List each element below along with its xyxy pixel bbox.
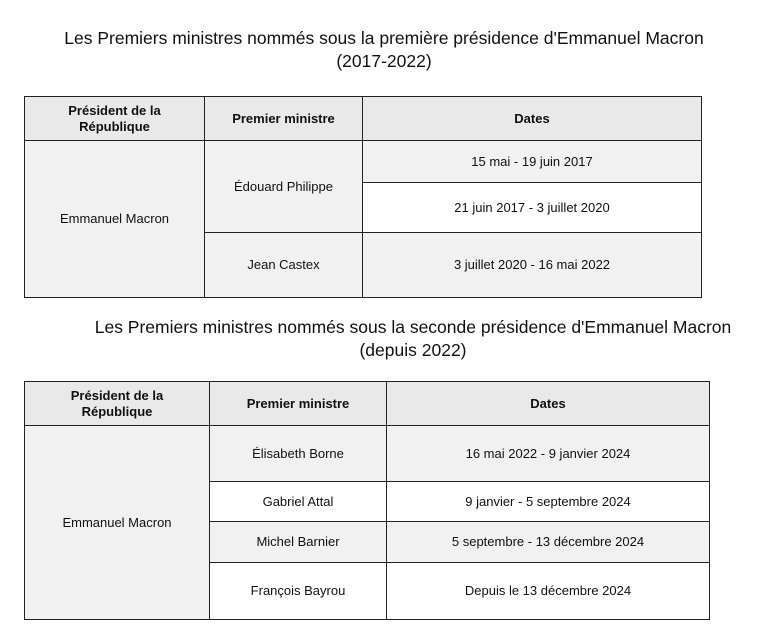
dates-cell: Depuis le 13 décembre 2024: [387, 563, 710, 620]
prime-minister-cell: Élisabeth Borne: [210, 426, 387, 482]
header-president-line-2: République: [79, 118, 150, 134]
table-header-row: [25, 97, 702, 141]
first-presidency-table: [24, 96, 702, 298]
header-president-line-1: Président de la: [68, 102, 161, 118]
prime-minister-cell: Édouard Philippe: [205, 141, 363, 233]
header-dates: Dates: [363, 97, 702, 141]
header-president: [25, 97, 205, 141]
dates-cell: 3 juillet 2020 - 16 mai 2022: [363, 233, 702, 298]
table-row: [25, 426, 710, 482]
dates-cell: 15 mai - 19 juin 2017: [363, 141, 702, 183]
table-row: [25, 141, 702, 183]
section-1-title-line-1: Les Premiers ministres nommés sous la première présidence d'Emmanuel Macron: [64, 28, 704, 48]
dates-cell: 9 janvier - 5 septembre 2024: [387, 482, 710, 522]
president-cell: Emmanuel Macron: [25, 141, 205, 298]
dates-cell: 21 juin 2017 - 3 juillet 2020: [363, 183, 702, 233]
prime-minister-cell: Gabriel Attal: [210, 482, 387, 522]
section-2-title-line-2: (depuis 2022): [359, 340, 467, 360]
header-president-line-2: République: [81, 403, 153, 419]
second-presidency-table: [24, 381, 710, 620]
header-dates: Dates: [387, 382, 710, 426]
president-cell: Emmanuel Macron: [25, 426, 210, 620]
header-prime-minister: Premier ministre: [205, 97, 363, 141]
section-2-title-line-1: Les Premiers ministres nommés sous la seconde présidence d'Emmanuel Macron: [94, 317, 732, 337]
table-header-row: [25, 382, 710, 426]
dates-cell: 5 septembre - 13 décembre 2024: [387, 522, 710, 563]
header-president-line-1: Président de la: [70, 387, 164, 403]
section-1-title: [0, 27, 768, 73]
dates-cell: 16 mai 2022 - 9 janvier 2024: [387, 426, 710, 482]
prime-minister-cell: Jean Castex: [205, 233, 363, 298]
section-2-title: [0, 316, 768, 362]
prime-minister-cell: Michel Barnier: [210, 522, 387, 563]
header-prime-minister: Premier ministre: [210, 382, 387, 426]
header-president: [25, 382, 210, 426]
section-1-title-line-2: (2017-2022): [336, 51, 432, 71]
prime-minister-cell: François Bayrou: [210, 563, 387, 620]
